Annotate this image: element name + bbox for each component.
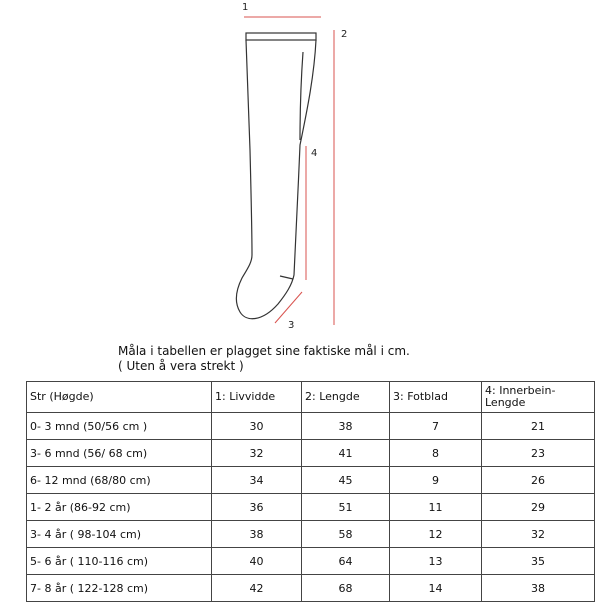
value-cell: 34 <box>212 467 302 494</box>
value-cell: 11 <box>390 494 482 521</box>
value-cell: 9 <box>390 467 482 494</box>
header-waist: 1: Livvidde <box>212 382 302 413</box>
measure-label-4: 4 <box>311 148 318 159</box>
heel-line <box>280 276 293 279</box>
value-cell: 38 <box>482 575 595 602</box>
value-cell: 38 <box>212 521 302 548</box>
note-line-2: ( Uten å vera strekt ) <box>118 359 244 373</box>
value-cell: 36 <box>212 494 302 521</box>
table-row <box>27 548 595 575</box>
value-cell: 12 <box>390 521 482 548</box>
size-cell: 7- 8 år ( 122-128 cm) <box>27 575 212 602</box>
measurement-lines <box>244 17 334 325</box>
table-row <box>27 521 595 548</box>
value-cell: 7 <box>390 413 482 440</box>
value-cell: 45 <box>302 467 390 494</box>
measure-line-3 <box>275 292 302 323</box>
value-cell: 14 <box>390 575 482 602</box>
measure-label-2: 2 <box>341 29 348 40</box>
value-cell: 38 <box>302 413 390 440</box>
header-inseam: 4: Innerbein-Lengde <box>482 382 595 413</box>
table-row <box>27 440 595 467</box>
size-cell: 5- 6 år ( 110-116 cm) <box>27 548 212 575</box>
crotch-line <box>300 52 303 140</box>
value-cell: 40 <box>212 548 302 575</box>
value-cell: 32 <box>482 521 595 548</box>
value-cell: 58 <box>302 521 390 548</box>
tights-outline <box>236 33 316 319</box>
measure-label-1: 1 <box>242 2 249 13</box>
table-header-row <box>27 382 595 413</box>
value-cell: 30 <box>212 413 302 440</box>
size-cell: 3- 6 mnd (56/ 68 cm) <box>27 440 212 467</box>
size-cell: 3- 4 år ( 98-104 cm) <box>27 521 212 548</box>
value-cell: 23 <box>482 440 595 467</box>
value-cell: 42 <box>212 575 302 602</box>
value-cell: 51 <box>302 494 390 521</box>
table-row <box>27 575 595 602</box>
header-foot: 3: Fotblad <box>390 382 482 413</box>
value-cell: 13 <box>390 548 482 575</box>
value-cell: 64 <box>302 548 390 575</box>
value-cell: 26 <box>482 467 595 494</box>
value-cell: 41 <box>302 440 390 467</box>
size-cell: 0- 3 mnd (50/56 cm ) <box>27 413 212 440</box>
tights-leg-outline <box>236 40 316 319</box>
header-size: Str (Høgde) <box>27 382 212 413</box>
measurement-note <box>118 344 410 374</box>
size-cell: 1- 2 år (86-92 cm) <box>27 494 212 521</box>
size-cell: 6- 12 mnd (68/80 cm) <box>27 467 212 494</box>
value-cell: 68 <box>302 575 390 602</box>
value-cell: 29 <box>482 494 595 521</box>
value-cell: 8 <box>390 440 482 467</box>
value-cell: 21 <box>482 413 595 440</box>
value-cell: 32 <box>212 440 302 467</box>
measure-label-3: 3 <box>288 320 295 331</box>
table-row <box>27 494 595 521</box>
waistband <box>246 33 316 40</box>
size-table <box>26 381 595 602</box>
table-row <box>27 413 595 440</box>
header-length: 2: Lengde <box>302 382 390 413</box>
note-line-1: Måla i tabellen er plagget sine faktiske mål i cm. <box>118 344 410 358</box>
table-row <box>27 467 595 494</box>
value-cell: 35 <box>482 548 595 575</box>
